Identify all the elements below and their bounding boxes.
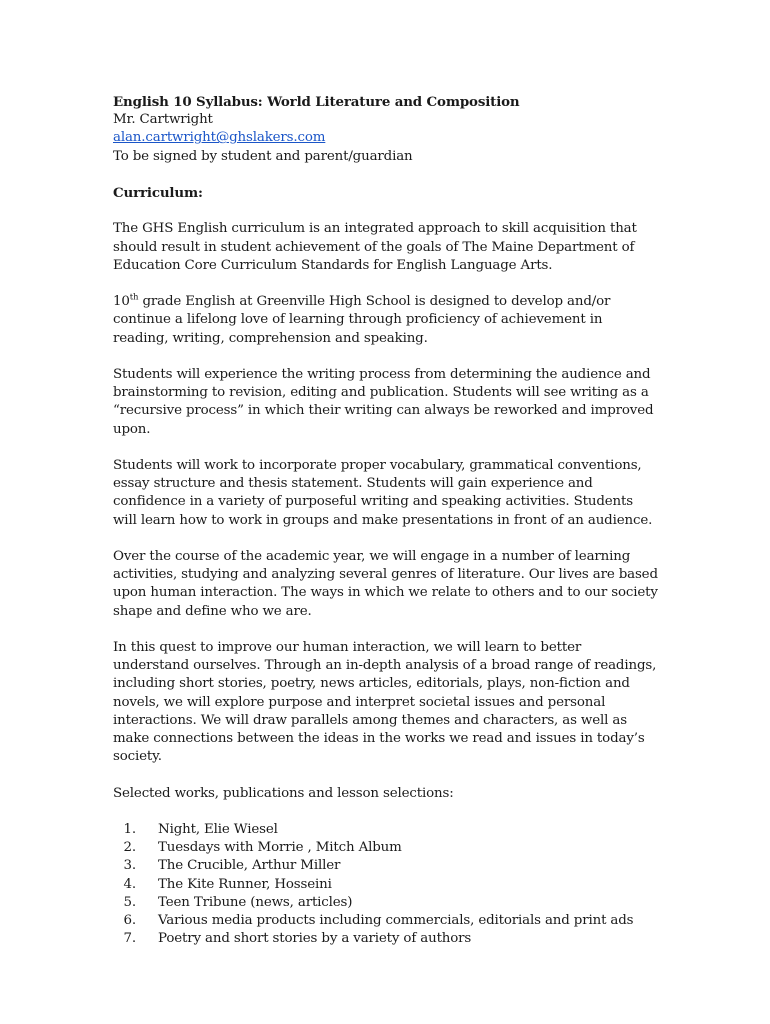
list-number: 6. xyxy=(123,913,136,928)
list-item xyxy=(113,930,658,948)
paragraph-curriculum-approach: The GHS English curriculum is an integrated approach to skill acquisition that should result in student achievement of the goals of The Maine Department of Education Core Curriculum Standards for English Language Arts. xyxy=(113,221,637,273)
list-item xyxy=(113,912,658,930)
paragraph-writing-process: Students will experience the writing process from determining the audience and brainstorming to revision, editing and publication. Students will see writing as a “recursive process” in which their writing can always be reworked and improved upon. xyxy=(113,366,654,437)
work-title: Poetry and short stories by a variety of authors xyxy=(158,931,472,947)
list-number: 1. xyxy=(123,821,136,837)
signature-note: To be signed by student and parent/guardian xyxy=(113,148,413,164)
spacer xyxy=(113,166,658,184)
spacer xyxy=(113,766,658,784)
work-title: Various media products including commercials, editorials and print ads xyxy=(158,913,634,928)
list-item xyxy=(113,876,658,894)
list-number: 2. xyxy=(123,840,136,856)
list-item xyxy=(113,857,658,875)
list-number: 3. xyxy=(123,858,136,874)
document-title: English 10 Syllabus: World Literature and Composition xyxy=(113,94,520,110)
teacher-name: Mr. Cartwright xyxy=(113,112,213,128)
grade-ordinal-suffix: th xyxy=(129,292,139,303)
list-number: 7. xyxy=(123,931,136,947)
spacer xyxy=(113,439,658,457)
spacer xyxy=(113,530,658,548)
paragraph-human-interaction: In this quest to improve our human interaction, we will learn to better understand ourselves. Through an in-depth analysis of a broad range of readings, including short stories, poetry, news articles, editorials, plays, non-fiction and novels, we will explore purpose and interpret societal issues and personal interactions. We will draw parallels among themes and characters, as well as make connections between the ideas in the works we read and issues in today’s society. xyxy=(113,639,657,765)
paragraph-grade-description xyxy=(113,293,658,348)
list-item xyxy=(113,894,658,912)
work-title: Teen Tribune (news, articles) xyxy=(158,894,353,910)
syllabus-page xyxy=(113,93,658,948)
list-item xyxy=(113,839,658,857)
grade-description-text: grade English at Greenville High School is designed to develop and/or continue a lifelong love of learning through proficiency of achievement in reading, writing, comprehension and speaking. xyxy=(113,294,611,346)
work-title: Night, Elie Wiesel xyxy=(158,821,278,837)
work-title: Tuesdays with Morrie , Mitch Album xyxy=(158,840,402,856)
paragraph-academic-year: Over the course of the academic year, we will engage in a number of learning activities, studying and analyzing several genres of literature. Our lives are based upon human interaction. The ways in which we relate to others and to our society shape and define who we are. xyxy=(113,548,658,619)
spacer xyxy=(113,202,658,220)
teacher-email-link[interactable]: alan.cartwright@ghslakers.com xyxy=(113,130,326,146)
work-title: The Kite Runner, Hosseini xyxy=(158,876,332,892)
list-number: 5. xyxy=(123,894,136,910)
work-title: The Crucible, Arthur Miller xyxy=(158,858,341,874)
selected-works-list xyxy=(113,821,658,948)
grade-number: 10 xyxy=(113,294,130,310)
curriculum-heading: Curriculum: xyxy=(113,185,203,201)
spacer xyxy=(113,621,658,639)
spacer xyxy=(113,348,658,366)
spacer xyxy=(113,275,658,293)
list-item xyxy=(113,821,658,839)
list-number: 4. xyxy=(123,876,136,892)
works-intro: Selected works, publications and lesson selections: xyxy=(113,785,454,801)
spacer xyxy=(113,803,658,821)
paragraph-vocabulary-skills: Students will work to incorporate proper vocabulary, grammatical conventions, essay structure and thesis statement. Students will gain experience and confidence in a variety of purposeful writing and speaking activities. Students will learn how to work in groups and make presentations in front of an audience. xyxy=(113,457,653,528)
